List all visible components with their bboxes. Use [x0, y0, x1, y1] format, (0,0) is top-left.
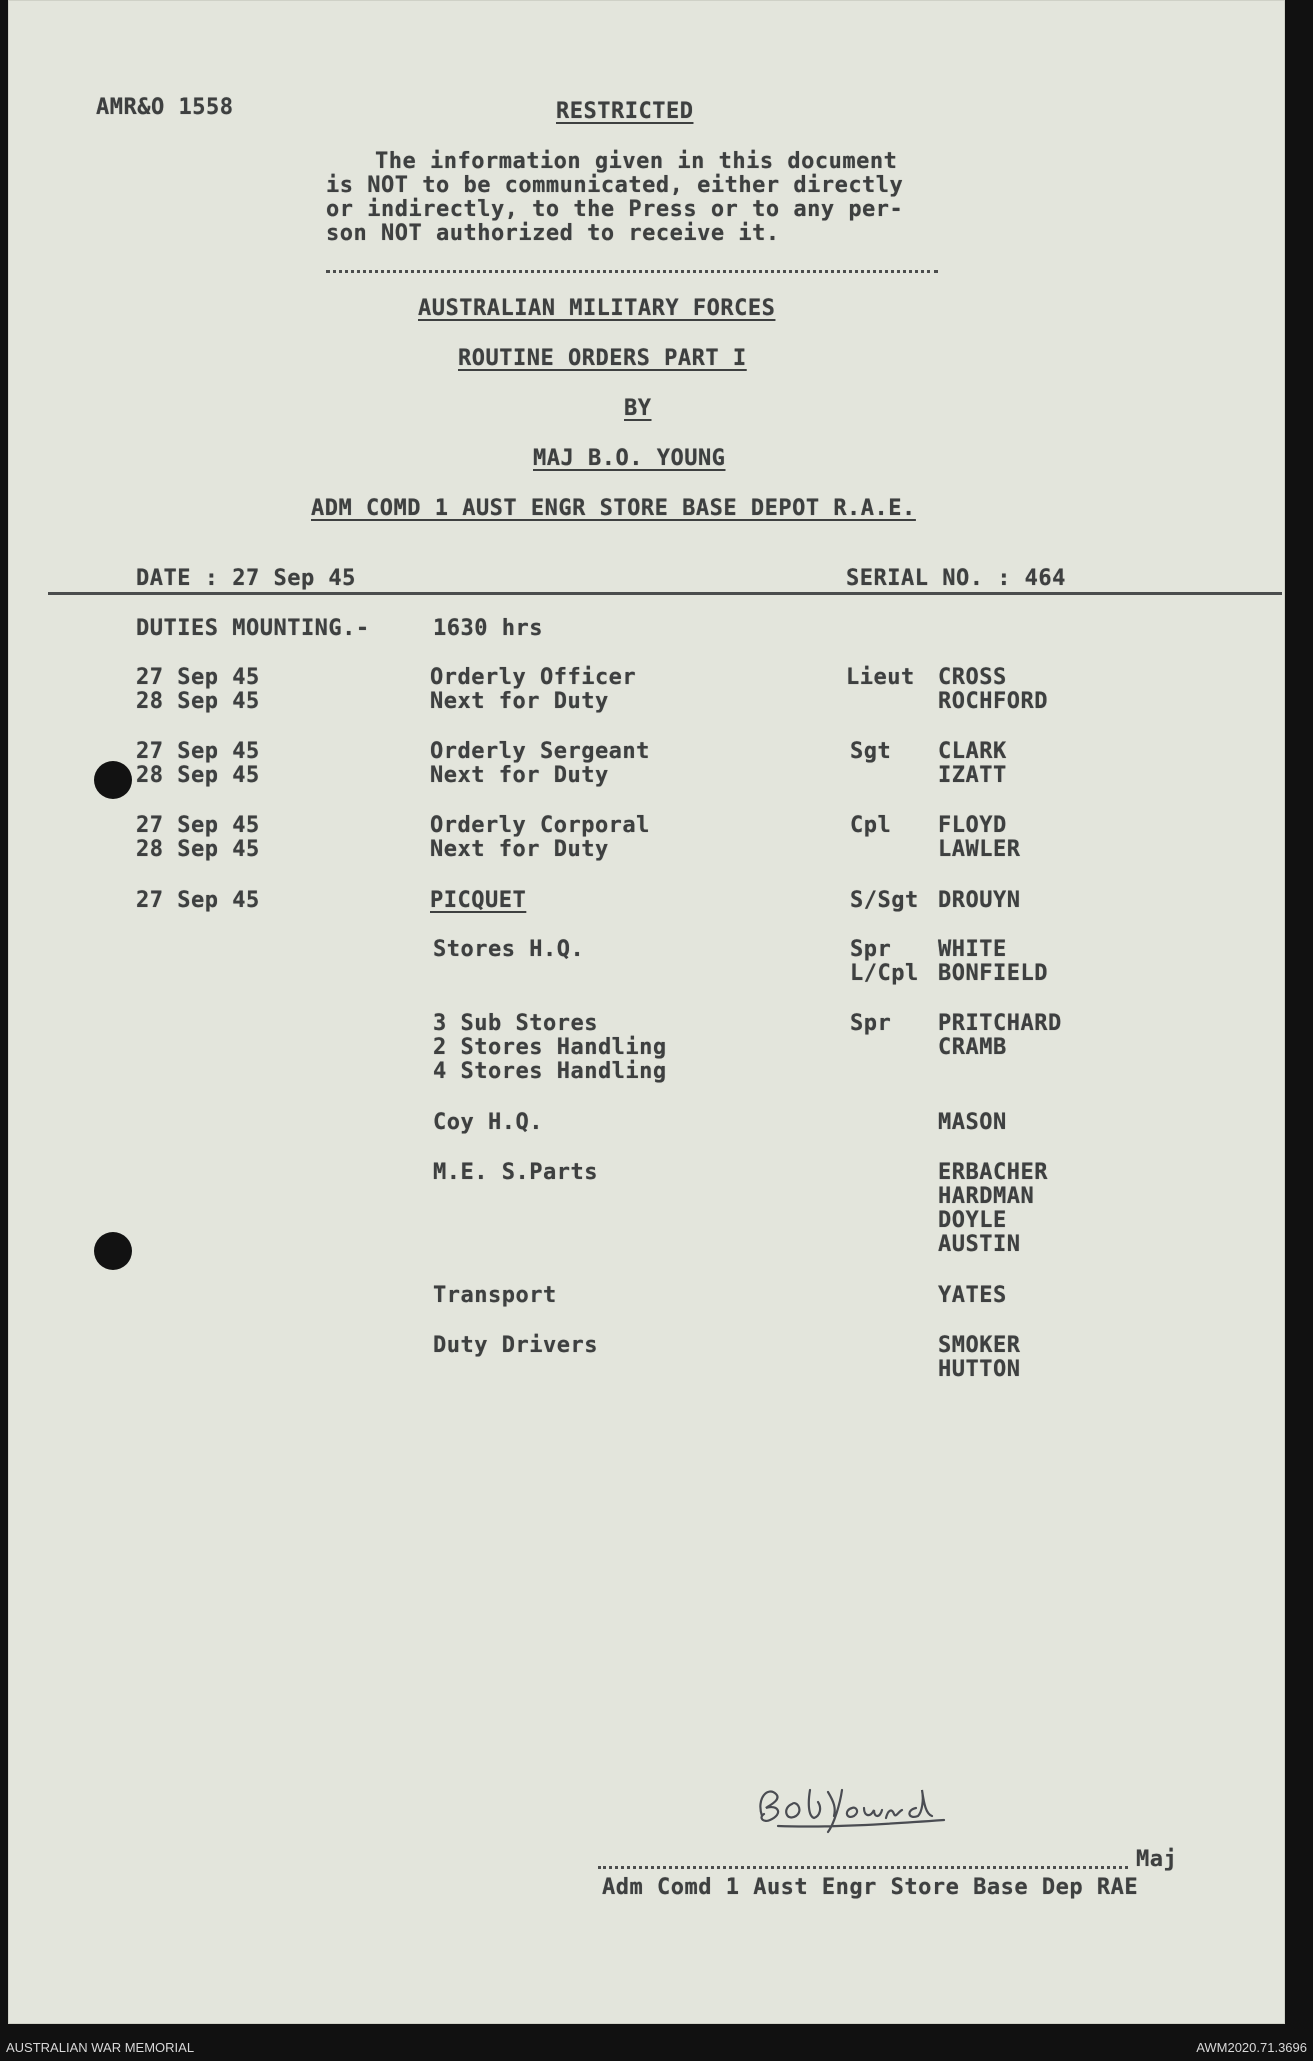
duty-rank: Cpl	[850, 813, 892, 838]
duty-person: IZATT	[938, 763, 1007, 788]
picquet-post: 3 Sub Stores	[433, 1011, 598, 1036]
picquet-person: BONFIELD	[938, 961, 1048, 986]
classification-heading: RESTRICTED	[556, 99, 694, 124]
handwritten-signature	[748, 1768, 978, 1838]
signatory-title: Adm Comd 1 Aust Engr Store Base Dep RAE	[602, 1875, 1139, 1900]
duty-date: 27 Sep 45	[136, 739, 260, 764]
duty-person: LAWLER	[938, 837, 1021, 862]
footer-institution: AUSTRALIAN WAR MEMORIAL	[6, 2040, 195, 2055]
picquet-heading: PICQUET	[430, 888, 527, 913]
picquet-person: CRAMB	[938, 1035, 1007, 1060]
duty-date: 28 Sep 45	[136, 689, 260, 714]
picquet-post: 2 Stores Handling	[433, 1035, 667, 1060]
picquet-person: YATES	[938, 1283, 1007, 1308]
signatory-rank: Maj	[1136, 1847, 1178, 1872]
picquet-post: 4 Stores Handling	[433, 1059, 667, 1084]
picquet-post: Duty Drivers	[433, 1333, 598, 1358]
duty-rank: Lieut	[846, 665, 915, 690]
duty-person: ROCHFORD	[938, 689, 1048, 714]
picquet-person: DROUYN	[938, 888, 1021, 913]
duty-person: FLOYD	[938, 813, 1007, 838]
duty-person: CLARK	[938, 739, 1007, 764]
duty-date: 28 Sep 45	[136, 837, 260, 862]
duty-name: Next for Duty	[430, 837, 609, 862]
command-line: ADM COMD 1 AUST ENGR STORE BASE DEPOT R.A.E.	[311, 496, 916, 521]
picquet-person: ERBACHER	[938, 1160, 1048, 1185]
warning-line: or indirectly, to the Press or to any per-	[326, 197, 904, 222]
warning-line: son NOT authorized to receive it.	[326, 221, 780, 246]
by-line: BY	[624, 396, 652, 421]
picquet-rank: Spr	[850, 937, 892, 962]
punch-hole	[94, 761, 132, 799]
warning-line: The information given in this document	[375, 149, 898, 174]
order-title: ROUTINE ORDERS PART I	[458, 346, 747, 371]
signature-rule	[598, 1866, 1128, 1869]
duties-heading: DUTIES MOUNTING.-	[136, 616, 370, 641]
duty-name: Orderly Sergeant	[430, 739, 650, 764]
order-date: DATE : 27 Sep 45	[136, 566, 356, 591]
officer-name: MAJ B.O. YOUNG	[533, 446, 726, 471]
duty-name: Next for Duty	[430, 763, 609, 788]
duty-date: 27 Sep 45	[136, 813, 260, 838]
picquet-person: HARDMAN	[938, 1184, 1035, 1209]
picquet-post: Coy H.Q.	[433, 1110, 543, 1135]
picquet-person: DOYLE	[938, 1208, 1007, 1233]
duty-name: Next for Duty	[430, 689, 609, 714]
picquet-rank: S/Sgt	[850, 888, 919, 913]
picquet-post: Transport	[433, 1283, 557, 1308]
header-rule	[48, 592, 1282, 595]
duty-person: CROSS	[938, 665, 1007, 690]
document-reference: AMR&O 1558	[96, 95, 234, 120]
punch-hole	[94, 1232, 132, 1270]
duty-date: 27 Sep 45	[136, 665, 260, 690]
document-page	[8, 0, 1285, 2024]
picquet-person: PRITCHARD	[938, 1011, 1062, 1036]
picquet-person: WHITE	[938, 937, 1007, 962]
picquet-person: MASON	[938, 1110, 1007, 1135]
duty-rank: Sgt	[850, 739, 892, 764]
duty-date: 28 Sep 45	[136, 763, 260, 788]
warning-line: is NOT to be communicated, either directly	[326, 173, 904, 198]
separator-rule	[326, 270, 938, 273]
archive-footer	[0, 2024, 1313, 2061]
duty-name: Orderly Officer	[430, 665, 637, 690]
picquet-rank: L/Cpl	[850, 961, 919, 986]
picquet-rank: Spr	[850, 1011, 892, 1036]
picquet-person: SMOKER	[938, 1333, 1021, 1358]
footer-reference: AWM2020.71.3696	[1196, 2040, 1307, 2055]
picquet-person: AUSTIN	[938, 1232, 1021, 1257]
picquet-date: 27 Sep 45	[136, 888, 260, 913]
serial-number: SERIAL NO. : 464	[846, 566, 1066, 591]
duties-time: 1630 hrs	[433, 616, 543, 641]
duty-name: Orderly Corporal	[430, 813, 650, 838]
picquet-post: Stores H.Q.	[433, 937, 585, 962]
organisation-heading: AUSTRALIAN MILITARY FORCES	[418, 296, 776, 321]
picquet-post: M.E. S.Parts	[433, 1160, 598, 1185]
picquet-person: HUTTON	[938, 1357, 1021, 1382]
